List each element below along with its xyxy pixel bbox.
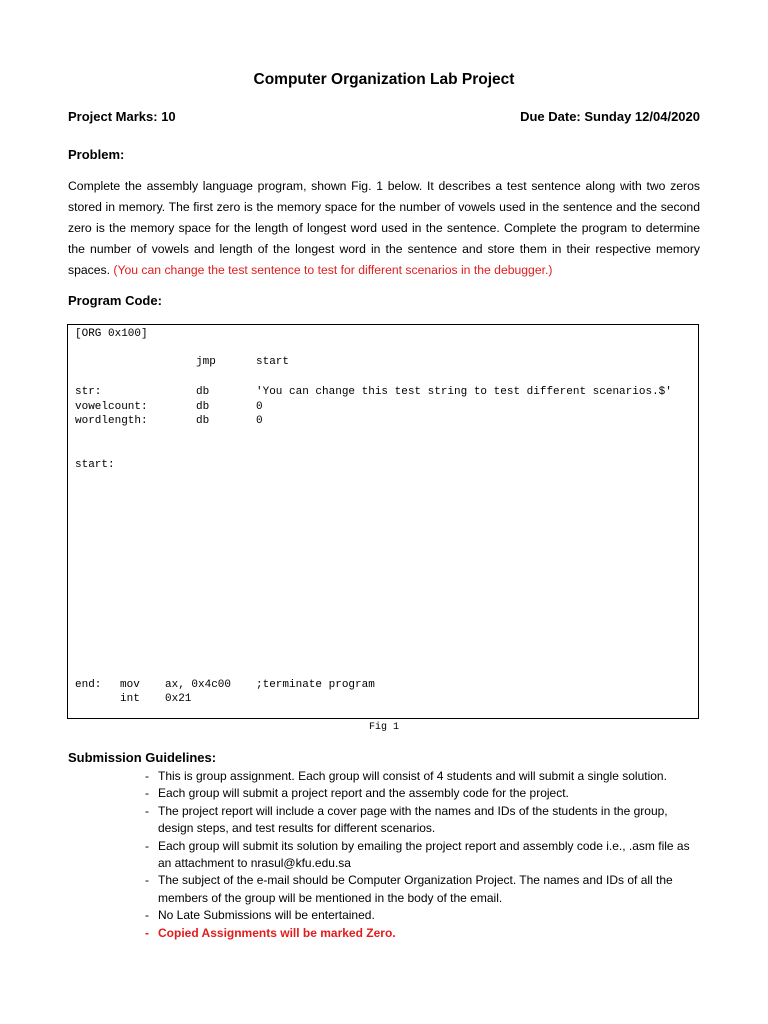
bullet-dash: - bbox=[145, 803, 149, 818]
list-item bbox=[145, 838, 705, 873]
problem-heading: Problem: bbox=[68, 147, 125, 162]
list-item bbox=[145, 768, 705, 785]
guideline-text: Each group will submit a project report and the assembly code for the project. bbox=[158, 786, 569, 801]
code-end-comment: ;terminate program bbox=[256, 679, 375, 691]
problem-paragraph bbox=[68, 176, 700, 281]
problem-text: Complete the assembly language program, shown Fig. 1 below. It describes a test sentence along with two zeros stored in memory. The first zero is the memory space for the number of vowels used in the sentence and the second zero is the memory space for the length of longest word used in the sentence. Complete the program to determine the number of vowels and length of the longest word in the sentence and store them in their respective memory spaces. bbox=[68, 179, 700, 277]
code-start-label: start: bbox=[75, 459, 115, 471]
code-str-value: 'You can change this test string to test different scenarios.$' bbox=[256, 386, 672, 398]
bullet-dash: - bbox=[145, 769, 149, 783]
guideline-text: This is group assignment. Each group will consist of 4 students and will submit a single solution. bbox=[158, 769, 667, 783]
figure-caption: Fig 1 bbox=[368, 722, 399, 733]
list-item bbox=[145, 872, 705, 907]
code-int-operand: 0x21 bbox=[165, 693, 192, 705]
program-code-heading: Program Code: bbox=[68, 293, 162, 308]
due-date: Due Date: Sunday 12/04/2020 bbox=[520, 109, 700, 124]
submission-heading: Submission Guidelines: bbox=[68, 750, 217, 765]
list-item bbox=[145, 907, 705, 924]
code-vowelcount-label: vowelcount: bbox=[75, 401, 148, 413]
guideline-text: Each group will submit its solution by emailing the project report and assembly code i.e., .asm file as an attachment to nrasul@kfu.edu.sa bbox=[158, 838, 690, 871]
code-wordlength-label: wordlength: bbox=[75, 415, 148, 427]
list-item bbox=[145, 785, 705, 802]
code-vowelcount-value: 0 bbox=[256, 401, 263, 413]
problem-note: (You can change the test sentence to test for different scenarios in the debugger.) bbox=[113, 263, 553, 277]
code-end-operands: ax, 0x4c00 bbox=[165, 679, 232, 691]
bullet-dash: - bbox=[145, 873, 149, 888]
bullet-dash: - bbox=[145, 908, 149, 923]
list-item-warning bbox=[145, 925, 705, 942]
code-jmp-instruction: jmp bbox=[196, 356, 216, 368]
project-marks: Project Marks: 10 bbox=[68, 109, 176, 124]
code-vowelcount-directive: db bbox=[196, 401, 210, 413]
list-item bbox=[145, 803, 705, 838]
guideline-text: Copied Assignments will be marked Zero. bbox=[158, 925, 396, 940]
bullet-dash: - bbox=[145, 925, 149, 940]
code-listing bbox=[67, 324, 699, 719]
code-jmp-target: start bbox=[256, 356, 290, 368]
code-end-label: end: bbox=[75, 679, 102, 691]
submission-guidelines-list bbox=[145, 768, 705, 942]
code-org: [ORG 0x100] bbox=[75, 328, 148, 340]
guideline-text: No Late Submissions will be entertained. bbox=[158, 908, 375, 923]
code-end-instruction: mov bbox=[120, 679, 140, 691]
code-int-instruction: int bbox=[120, 693, 140, 705]
code-str-label: str: bbox=[75, 386, 102, 398]
bullet-dash: - bbox=[145, 786, 149, 801]
guideline-text: The subject of the e-mail should be Computer Organization Project. The names and IDs of all the members of the group will be mentioned in the body of the email. bbox=[158, 873, 673, 905]
code-wordlength-directive: db bbox=[196, 415, 210, 427]
code-wordlength-value: 0 bbox=[256, 415, 263, 427]
document-title: Computer Organization Lab Project bbox=[253, 71, 515, 88]
bullet-dash: - bbox=[145, 838, 149, 853]
code-str-directive: db bbox=[196, 386, 210, 398]
guideline-text: The project report will include a cover page with the names and IDs of the students in the group, design steps, and test results for different scenarios. bbox=[158, 803, 668, 836]
